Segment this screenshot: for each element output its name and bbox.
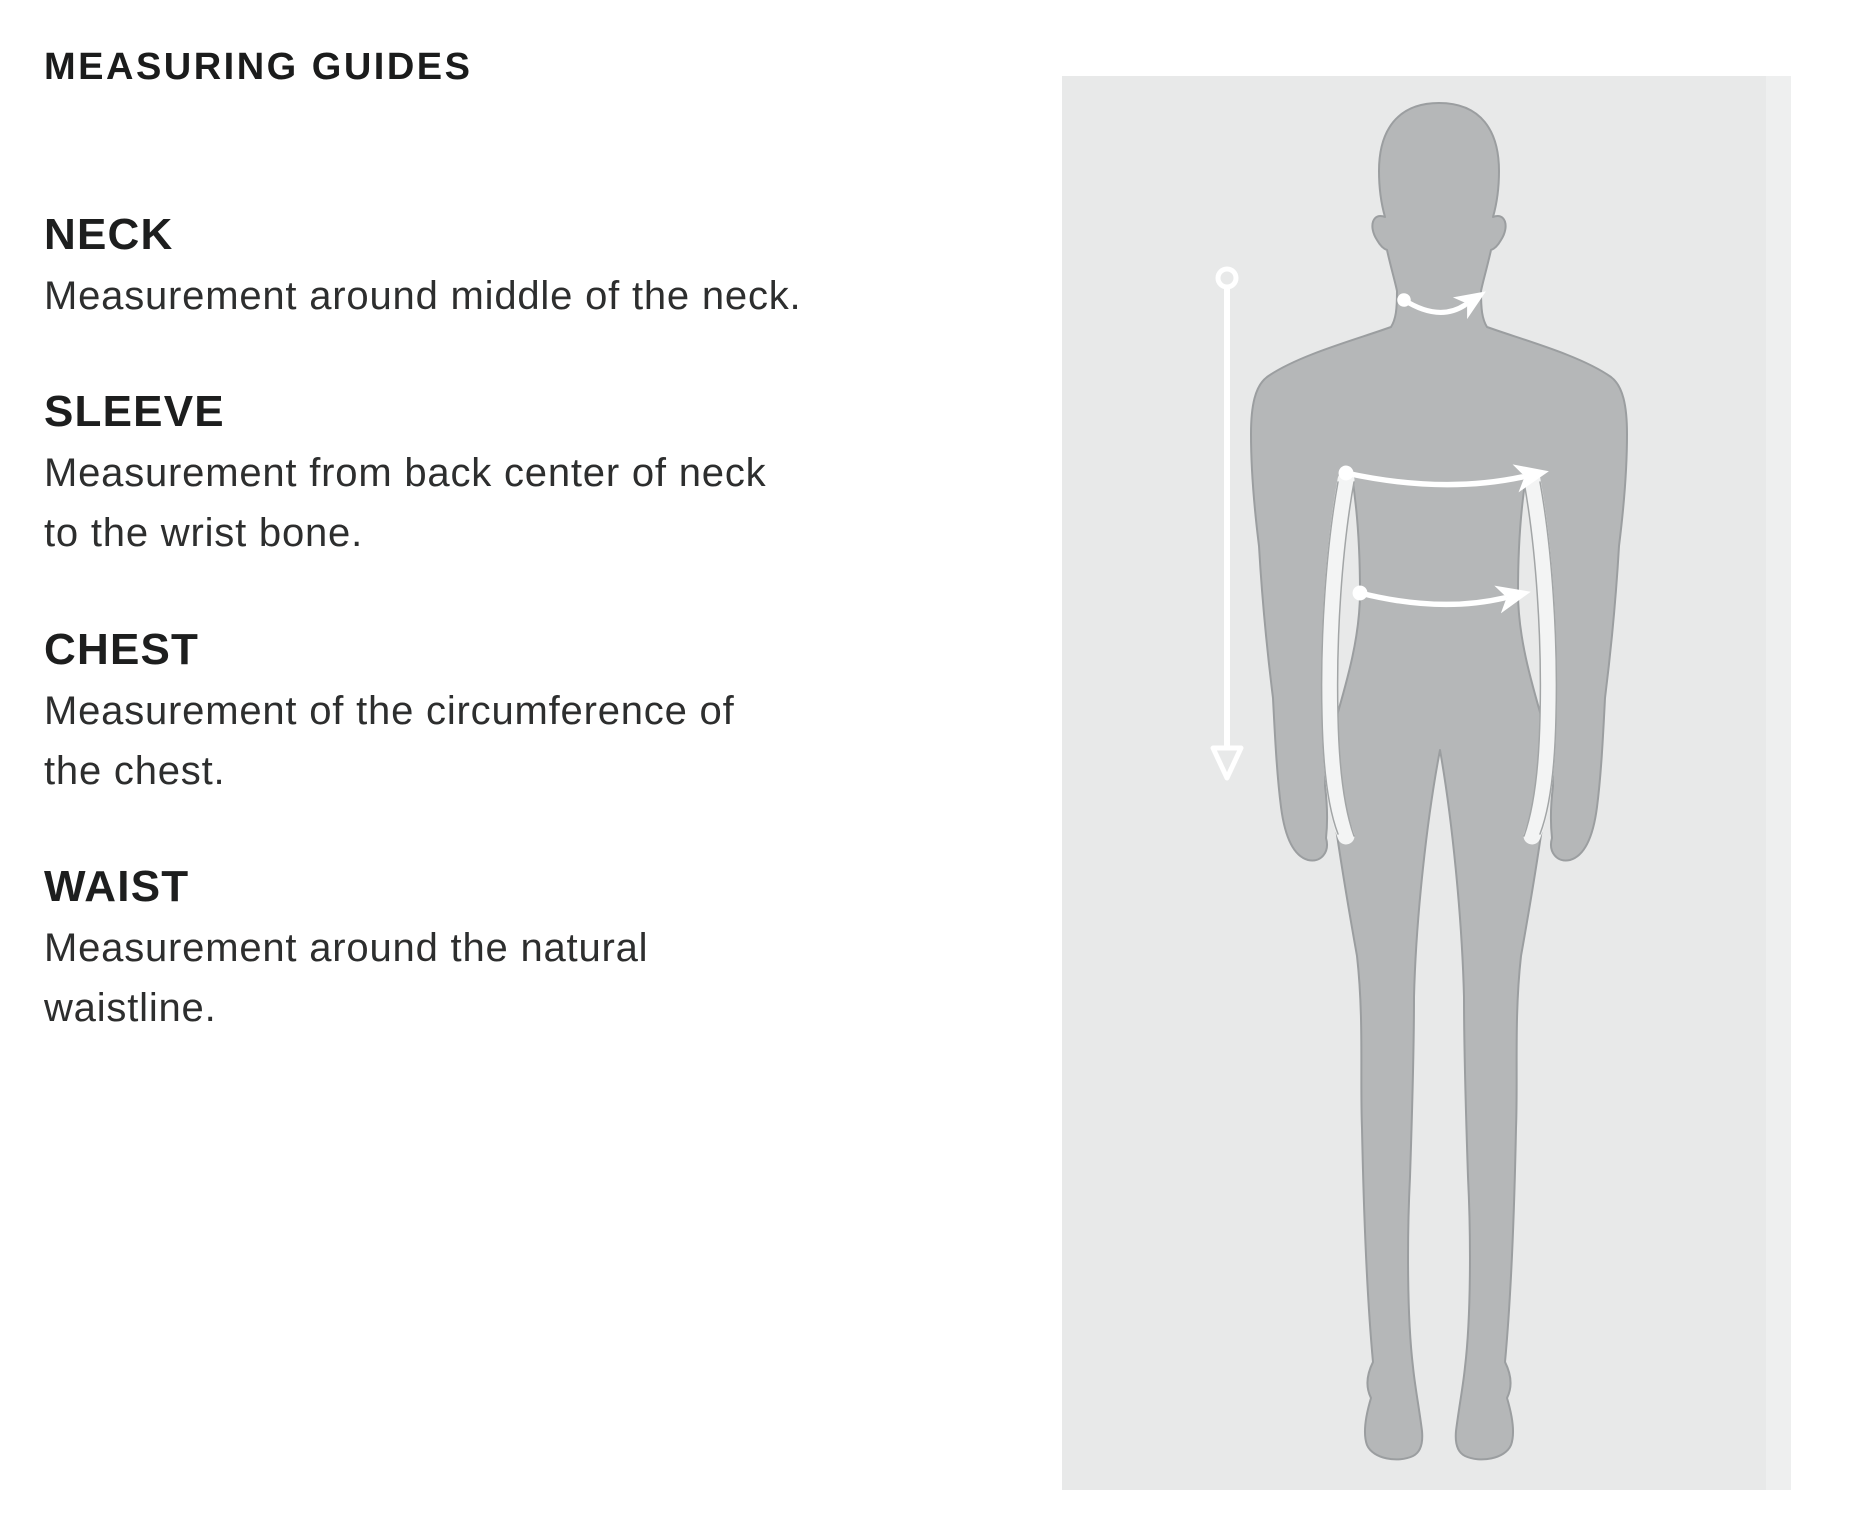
section-heading-chest: CHEST xyxy=(44,625,200,674)
section-chest xyxy=(44,619,924,801)
section-heading-sleeve: SLEEVE xyxy=(44,387,225,436)
section-heading-waist: WAIST xyxy=(44,862,190,911)
section-desc-sleeve: Measurement from back center of neck to the wrist bone. xyxy=(44,451,767,555)
body-measurement-diagram xyxy=(1062,76,1791,1490)
section-heading-neck: NECK xyxy=(44,210,174,259)
section-neck xyxy=(44,204,924,326)
page-title: MEASURING GUIDES xyxy=(44,46,473,88)
height-arrow xyxy=(1213,269,1241,778)
section-desc-waist: Measurement around the natural waistline. xyxy=(44,926,649,1030)
body-silhouette xyxy=(1251,103,1627,1459)
section-desc-chest: Measurement of the circumference of the chest. xyxy=(44,689,735,793)
section-desc-neck: Measurement around middle of the neck. xyxy=(44,274,802,318)
section-sleeve xyxy=(44,381,924,563)
section-waist xyxy=(44,856,924,1038)
body-silhouette-svg xyxy=(1062,76,1791,1490)
